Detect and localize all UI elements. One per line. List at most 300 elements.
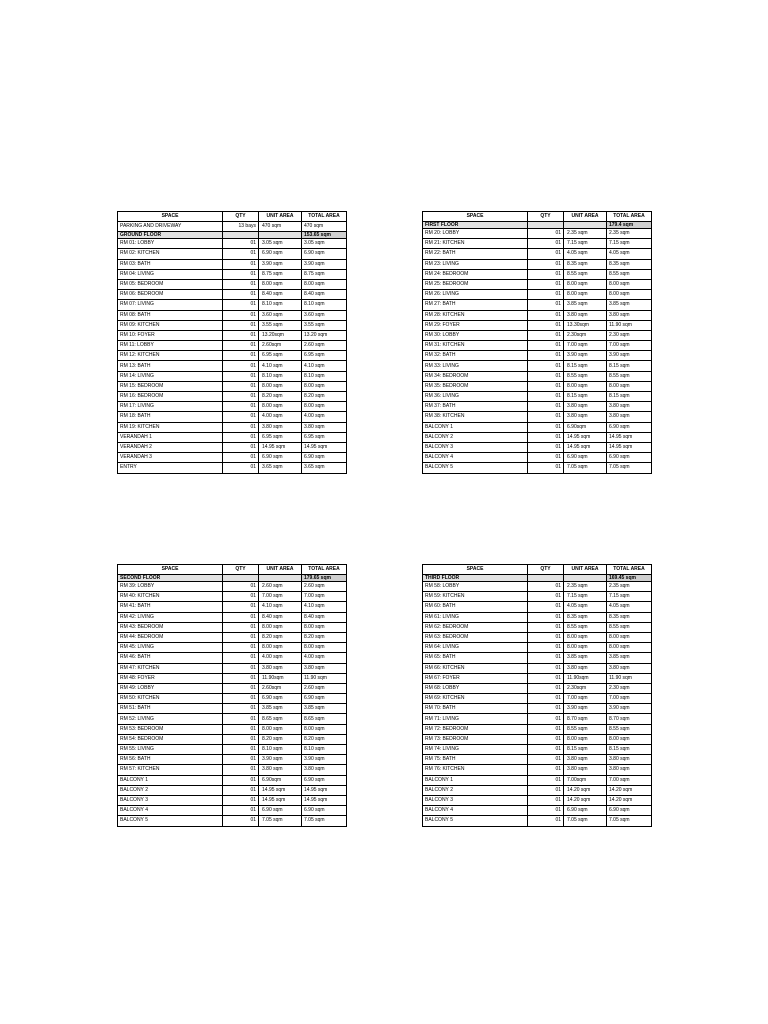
space-cell: RM 28: KITCHEN [423,310,528,320]
floor-name: SECOND FLOOR [118,575,223,582]
total-area-cell: 7.00 sqm [607,775,652,785]
unit-area-cell: 4.10 sqm [259,602,302,612]
space-cell: RM 01: LOBBY [118,239,223,249]
qty-cell: 01 [223,453,259,463]
table-row [118,694,347,704]
space-cell: RM 02: KITCHEN [118,249,223,259]
space-cell: RM 05: BEDROOM [118,279,223,289]
qty-cell: 01 [528,816,564,826]
floor-unit-blank [564,575,607,582]
table-row [423,392,652,402]
unit-area-cell: 470 sqm [259,222,302,232]
table-row [423,632,652,642]
space-cell: RM 63: BEDROOM [423,632,528,642]
space-cell: RM 50: KITCHEN [118,694,223,704]
unit-area-cell: 6.90 sqm [259,453,302,463]
qty-cell: 01 [223,745,259,755]
unit-area-cell: 6.90sqm [564,422,607,432]
table-row [423,432,652,442]
total-area-cell: 8.35 sqm [607,612,652,622]
unit-area-cell: 3.80 sqm [259,765,302,775]
unit-area-cell: 3.90 sqm [564,351,607,361]
table-row [423,453,652,463]
qty-cell: 01 [528,663,564,673]
unit-area-cell: 3.80 sqm [564,310,607,320]
unit-area-cell: 2.60sqm [259,341,302,351]
space-cell: RM 73: BEDROOM [423,734,528,744]
unit-area-cell: 4.00 sqm [259,412,302,422]
space-cell: RM 44: BEDROOM [118,632,223,642]
unit-area-cell: 8.00 sqm [259,381,302,391]
unit-area-cell: 8.55 sqm [564,622,607,632]
space-cell: RM 49: LOBBY [118,683,223,693]
space-cell: RM 20: LOBBY [423,229,528,239]
table-row [423,755,652,765]
unit-area-cell: 3.05 sqm [259,239,302,249]
total-area-column-header: TOTAL AREA [607,565,652,575]
unit-area-cell: 8.35 sqm [564,612,607,622]
qty-column-header: QTY [528,565,564,575]
unit-area-cell: 11.90sqm [564,673,607,683]
total-area-cell: 8.55 sqm [607,724,652,734]
unit-area-cell: 6.90 sqm [259,806,302,816]
floor-name: THIRD FLOOR [423,575,528,582]
total-area-cell: 4.00 sqm [302,653,347,663]
qty-cell: 01 [223,683,259,693]
qty-cell: 01 [223,422,259,432]
space-cell: RM 30: LOBBY [423,330,528,340]
qty-cell: 01 [223,785,259,795]
table-row [423,795,652,805]
space-cell: RM 39: LOBBY [118,582,223,592]
table-row [118,673,347,683]
space-cell: BALCONY 4 [423,806,528,816]
total-area-cell: 3.85 sqm [302,704,347,714]
total-area-cell: 14.20 sqm [607,785,652,795]
qty-cell: 01 [223,259,259,269]
table-row [118,683,347,693]
space-cell: BALCONY 1 [423,775,528,785]
space-cell: RM 58: LOBBY [423,582,528,592]
qty-cell: 01 [223,653,259,663]
total-area-cell: 8.20 sqm [302,734,347,744]
space-cell: RM 53: BEDROOM [118,724,223,734]
total-area-cell: 14.20 sqm [607,795,652,805]
qty-cell: 01 [528,643,564,653]
table-row [118,622,347,632]
total-area-column-header: TOTAL AREA [302,565,347,575]
table-header-row [118,565,347,575]
space-cell: RM 15: BEDROOM [118,381,223,391]
qty-cell: 01 [528,320,564,330]
table-row [423,602,652,612]
qty-cell: 01 [528,402,564,412]
table-row [423,734,652,744]
qty-cell: 01 [528,673,564,683]
unit-area-cell: 7.05 sqm [564,463,607,473]
space-cell: RM 04: LIVING [118,269,223,279]
unit-area-cell: 7.05 sqm [259,816,302,826]
space-cell: BALCONY 3 [423,795,528,805]
space-cell: BALCONY 4 [423,453,528,463]
floor-total-area: 179.4 sqm [607,222,652,229]
floor-total-area: 169.45 sqm [607,575,652,582]
total-area-cell: 8.75 sqm [302,269,347,279]
unit-area-cell: 2.30sqm [564,683,607,693]
table-row [423,361,652,371]
space-cell: RM 03: BATH [118,259,223,269]
total-area-cell: 3.90 sqm [302,755,347,765]
table-header-row [423,212,652,222]
qty-cell: 01 [223,412,259,422]
table-row [423,229,652,239]
total-area-cell: 2.35 sqm [607,229,652,239]
qty-cell: 01 [528,442,564,452]
unit-area-cell: 8.00 sqm [564,734,607,744]
space-cell: RM 71: LIVING [423,714,528,724]
qty-cell: 01 [528,612,564,622]
space-cell: RM 37: BATH [423,402,528,412]
unit-area-column-header: UNIT AREA [564,212,607,222]
qty-cell: 01 [223,643,259,653]
unit-area-cell: 8.00 sqm [564,632,607,642]
qty-cell: 01 [223,330,259,340]
qty-cell: 01 [223,795,259,805]
unit-area-cell: 4.10 sqm [259,361,302,371]
space-cell: ENTRY [118,463,223,473]
table-row [423,704,652,714]
space-cell: BALCONY 1 [423,422,528,432]
qty-cell: 01 [223,755,259,765]
qty-cell: 01 [528,755,564,765]
table-row [118,602,347,612]
total-area-cell: 6.95 sqm [302,432,347,442]
unit-area-cell: 8.65 sqm [259,714,302,724]
table-row [423,775,652,785]
total-area-cell: 3.90 sqm [302,259,347,269]
total-area-cell: 8.40 sqm [302,612,347,622]
table-row [423,724,652,734]
table-row [423,330,652,340]
space-cell: RM 34: BEDROOM [423,371,528,381]
space-cell: RM 60: BATH [423,602,528,612]
unit-area-cell: 6.90 sqm [564,806,607,816]
table-row [423,673,652,683]
total-area-cell: 14.95 sqm [607,442,652,452]
table-row [423,612,652,622]
floor-unit-blank [259,575,302,582]
table-row [423,422,652,432]
floor-qty-blank [223,232,259,239]
third-floor-schedule-table [422,564,652,827]
space-cell: RM 70: BATH [423,704,528,714]
unit-area-cell: 11.90sqm [259,673,302,683]
table-row [118,632,347,642]
table-row [118,453,347,463]
total-area-cell: 8.00 sqm [607,290,652,300]
qty-cell: 01 [528,785,564,795]
unit-area-cell: 3.80 sqm [564,663,607,673]
table-row [118,592,347,602]
space-cell: VERANDAH 1 [118,432,223,442]
table-row [423,785,652,795]
unit-area-cell: 3.80 sqm [564,402,607,412]
total-area-cell: 2.60 sqm [302,683,347,693]
table-row [118,290,347,300]
qty-cell: 01 [223,290,259,300]
total-area-cell: 3.80 sqm [607,765,652,775]
unit-area-cell: 14.20 sqm [564,785,607,795]
space-cell: RM 40: KITCHEN [118,592,223,602]
table-row [423,351,652,361]
total-area-cell: 7.05 sqm [302,816,347,826]
table-row [423,643,652,653]
unit-area-cell: 2.60 sqm [259,582,302,592]
space-cell: RM 68: LOBBY [423,683,528,693]
qty-cell: 01 [223,714,259,724]
unit-area-cell: 6.95 sqm [259,432,302,442]
unit-area-cell: 8.40 sqm [259,290,302,300]
second-floor-schedule-table [117,564,347,827]
unit-area-column-header: UNIT AREA [564,565,607,575]
space-cell: BALCONY 2 [423,785,528,795]
table-row [118,816,347,826]
qty-cell: 01 [223,663,259,673]
space-cell: RM 41: BATH [118,602,223,612]
total-area-cell: 7.00 sqm [302,592,347,602]
space-cell: RM 48: FOYER [118,673,223,683]
unit-area-cell: 14.95 sqm [259,795,302,805]
space-cell: RM 10: FOYER [118,330,223,340]
table-row [118,663,347,673]
total-area-cell: 8.00 sqm [302,381,347,391]
unit-area-cell: 8.15 sqm [564,361,607,371]
qty-cell: 01 [528,432,564,442]
space-cell: RM 66: KITCHEN [423,663,528,673]
unit-area-cell: 3.60 sqm [259,310,302,320]
total-area-cell: 8.00 sqm [607,632,652,642]
table-row [118,714,347,724]
qty-cell: 01 [223,402,259,412]
table-row [423,239,652,249]
unit-area-cell: 8.00 sqm [259,643,302,653]
qty-cell: 01 [528,269,564,279]
table-row [423,653,652,663]
table-row [118,806,347,816]
unit-area-cell: 6.90 sqm [564,453,607,463]
table-row [118,412,347,422]
floor-subtotal-row [118,575,347,582]
table-row [423,442,652,452]
qty-cell: 01 [528,239,564,249]
total-area-cell: 8.15 sqm [607,361,652,371]
qty-cell: 01 [528,392,564,402]
table-row [423,412,652,422]
qty-cell: 01 [223,351,259,361]
qty-cell: 01 [528,300,564,310]
unit-area-cell: 8.20 sqm [259,392,302,402]
table-row [118,724,347,734]
qty-cell: 01 [528,453,564,463]
floor-subtotal-row [423,222,652,229]
table-row [118,432,347,442]
qty-cell: 01 [528,341,564,351]
total-area-cell: 8.00 sqm [607,279,652,289]
unit-area-cell: 3.80 sqm [564,765,607,775]
space-cell: RM 38: KITCHEN [423,412,528,422]
qty-cell: 01 [528,290,564,300]
table-row [423,249,652,259]
table-row [118,785,347,795]
unit-area-cell: 8.70 sqm [564,714,607,724]
table-row [118,582,347,592]
table-row [118,402,347,412]
space-cell: RM 11: LOBBY [118,341,223,351]
total-area-cell: 8.15 sqm [607,745,652,755]
qty-cell: 01 [223,622,259,632]
space-cell: RM 26: LIVING [423,290,528,300]
total-area-cell: 7.00 sqm [607,694,652,704]
qty-cell: 01 [528,259,564,269]
space-cell: RM 69: KITCHEN [423,694,528,704]
qty-cell: 01 [528,632,564,642]
space-cell: RM 45: LIVING [118,643,223,653]
qty-cell: 01 [223,432,259,442]
qty-cell: 01 [528,734,564,744]
total-area-cell: 3.60 sqm [302,310,347,320]
qty-cell: 01 [528,745,564,755]
unit-area-cell: 3.85 sqm [259,704,302,714]
total-area-cell: 8.20 sqm [302,632,347,642]
total-area-cell: 3.80 sqm [607,402,652,412]
table-row [423,463,652,473]
total-area-cell: 8.00 sqm [607,643,652,653]
floor-name: GROUND FLOOR [118,232,223,239]
unit-area-cell: 14.95 sqm [564,432,607,442]
qty-cell: 01 [528,361,564,371]
floor-qty-blank [528,222,564,229]
qty-cell: 01 [528,412,564,422]
table-row [423,714,652,724]
unit-area-cell: 3.90 sqm [259,259,302,269]
total-area-cell: 8.55 sqm [607,371,652,381]
space-cell: RM 31: KITCHEN [423,341,528,351]
unit-area-cell: 2.35 sqm [564,582,607,592]
floor-unit-blank [259,232,302,239]
table-row [423,259,652,269]
total-area-cell: 8.55 sqm [607,269,652,279]
space-cell: RM 42: LIVING [118,612,223,622]
space-cell: RM 21: KITCHEN [423,239,528,249]
unit-area-cell: 8.10 sqm [259,745,302,755]
total-area-cell: 3.65 sqm [302,463,347,473]
total-area-cell: 3.55 sqm [302,320,347,330]
total-area-cell: 6.90 sqm [607,453,652,463]
qty-cell: 01 [223,704,259,714]
qty-cell: 01 [528,279,564,289]
unit-area-cell: 3.55 sqm [259,320,302,330]
qty-cell: 01 [528,229,564,239]
table-row [423,622,652,632]
qty-cell: 01 [528,330,564,340]
table-row [118,361,347,371]
total-area-cell: 14.95 sqm [607,432,652,442]
space-cell: RM 32: BATH [423,351,528,361]
floor-unit-blank [564,222,607,229]
total-area-cell: 8.20 sqm [302,392,347,402]
unit-area-column-header: UNIT AREA [259,212,302,222]
table-row [423,320,652,330]
unit-area-cell: 8.00 sqm [259,622,302,632]
space-cell: RM 35: BEDROOM [423,381,528,391]
space-cell: BALCONY 5 [118,816,223,826]
total-area-cell: 14.95 sqm [302,442,347,452]
unit-area-cell: 8.55 sqm [564,371,607,381]
table-row [423,816,652,826]
table-row [118,734,347,744]
space-column-header: SPACE [423,212,528,222]
unit-area-cell: 8.55 sqm [564,269,607,279]
qty-cell: 01 [223,612,259,622]
table-row [118,351,347,361]
unit-area-cell: 7.00 sqm [259,592,302,602]
space-column-header: SPACE [118,212,223,222]
space-cell: RM 23: LIVING [423,259,528,269]
space-cell: RM 57: KITCHEN [118,765,223,775]
qty-cell: 01 [223,320,259,330]
total-area-cell: 6.90 sqm [607,806,652,816]
ground-floor-schedule-table [117,211,347,474]
space-cell: BALCONY 4 [118,806,223,816]
table-row [423,592,652,602]
floor-qty-blank [528,575,564,582]
space-cell: RM 13: BATH [118,361,223,371]
unit-area-cell: 3.80 sqm [564,412,607,422]
total-area-cell: 14.95 sqm [302,795,347,805]
total-area-cell: 3.80 sqm [607,412,652,422]
table-row [423,582,652,592]
qty-cell: 01 [528,714,564,724]
table-row [118,422,347,432]
qty-cell: 01 [223,239,259,249]
space-cell: RM 22: BATH [423,249,528,259]
table-row [423,269,652,279]
unit-area-cell: 8.40 sqm [259,612,302,622]
space-column-header: SPACE [423,565,528,575]
floor-subtotal-row [118,232,347,239]
floor-subtotal-row [423,575,652,582]
space-cell: BALCONY 5 [423,816,528,826]
table-row [118,704,347,714]
qty-cell: 01 [528,422,564,432]
total-area-cell: 7.15 sqm [607,592,652,602]
total-area-cell: 8.00 sqm [302,724,347,734]
qty-column-header: QTY [223,212,259,222]
table-row [118,300,347,310]
table-row [118,442,347,452]
total-area-cell: 4.10 sqm [302,361,347,371]
qty-cell: 01 [223,632,259,642]
total-area-cell: 6.90 sqm [607,422,652,432]
qty-cell: 01 [223,582,259,592]
total-area-cell: 6.90 sqm [302,249,347,259]
unit-area-cell: 8.10 sqm [259,300,302,310]
unit-area-cell: 8.00 sqm [564,643,607,653]
unit-area-cell: 6.90sqm [259,775,302,785]
qty-cell: 01 [223,249,259,259]
unit-area-cell: 8.20 sqm [259,632,302,642]
total-area-cell: 14.95 sqm [302,785,347,795]
